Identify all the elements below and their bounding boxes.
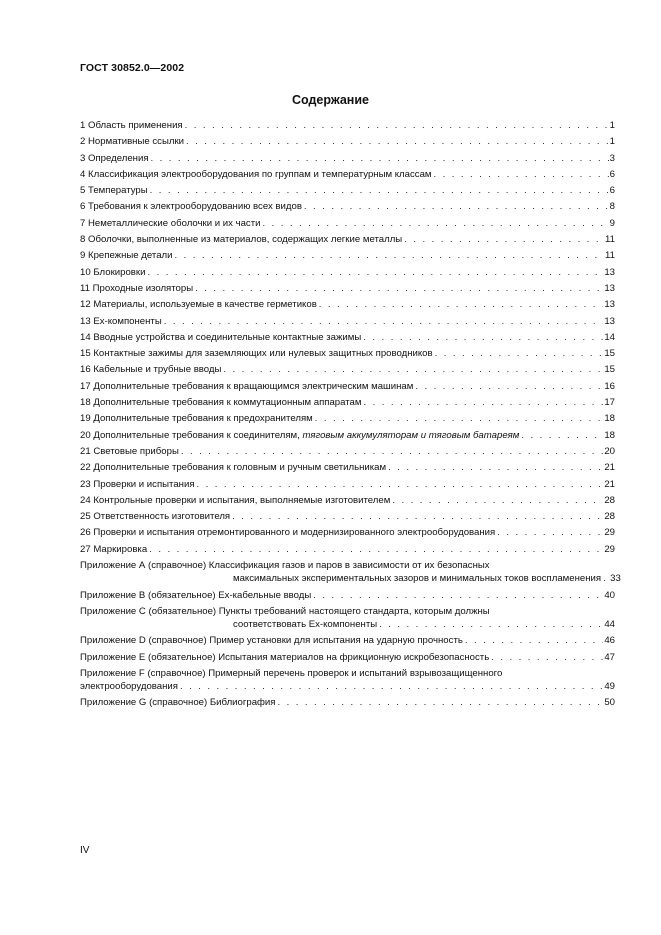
toc-entry-label: 16 Кабельные и трубные вводы — [80, 364, 222, 376]
toc-leader — [195, 478, 604, 491]
toc-entry[interactable] — [80, 494, 615, 510]
toc-leader — [260, 217, 608, 230]
toc-appendix-c-line2: соответствовать Ex-компоненты — [233, 619, 378, 631]
toc-entry-page: 11 — [605, 250, 615, 262]
toc-entry-page: 14 — [604, 331, 615, 343]
toc-entry[interactable] — [80, 168, 615, 184]
toc-entry-page: 21 — [604, 462, 615, 474]
toc-leader — [179, 445, 603, 458]
toc-leader — [276, 696, 604, 709]
toc-entry-page: 21 — [604, 478, 615, 490]
toc-entry-page: 13 — [604, 266, 615, 278]
toc-entry-label: 21 Световые приборы — [80, 445, 179, 457]
toc-appendix-e[interactable] — [80, 651, 615, 667]
toc-entry-page: 6 — [609, 168, 615, 180]
toc-entry-page: 44 — [604, 619, 615, 631]
toc-entry[interactable] — [80, 233, 615, 249]
toc-leader — [145, 266, 603, 279]
toc-entry-label: 3 Определения — [80, 152, 149, 164]
toc-entry[interactable] — [80, 152, 615, 168]
toc-entry-label: 10 Блокировки — [80, 266, 146, 278]
toc-entry-page: 29 — [604, 527, 615, 539]
page-title: Содержание — [291, 93, 369, 107]
toc-leader — [361, 396, 603, 409]
toc-leader — [230, 510, 603, 523]
toc-entry-label: 6 Требования к электрооборудованию всех видов — [80, 201, 302, 213]
toc-entry-label: 25 Ответственность изготовителя — [80, 511, 231, 523]
toc-entry-page: 3 — [609, 152, 615, 164]
toc-leader — [162, 315, 604, 328]
toc-entry-label: Приложение D (справочное) Пример установки для испытания на ударную прочность — [80, 635, 463, 647]
toc-entry[interactable] — [80, 429, 615, 445]
toc-appendix-f-line2: электрооборудования — [80, 681, 178, 693]
toc-entry-page: 18 — [604, 429, 615, 441]
toc-entry-label: 19 Дополнительные требования к предохранителям — [80, 413, 313, 425]
toc-entry-label: 4 Классификация электрооборудования по группам и температурным классам — [80, 168, 432, 180]
toc-leader — [463, 634, 603, 647]
toc-leader — [432, 168, 609, 181]
toc-appendix-g[interactable] — [80, 696, 615, 712]
toc-entry-label: 12 Материалы, используемые в качестве герметиков — [80, 299, 317, 311]
toc-entry[interactable] — [80, 526, 615, 542]
toc-entry-page: 15 — [604, 348, 615, 360]
toc-entry-page: 11 — [605, 234, 615, 246]
toc-leader — [302, 200, 609, 213]
toc-leader — [377, 618, 603, 631]
toc-leader — [221, 363, 603, 376]
toc-entry-page: 9 — [609, 217, 615, 229]
toc-entry-page: 20 — [604, 445, 615, 457]
toc-leader — [402, 233, 604, 246]
toc-appendix-a-line2: максимальных экспериментальных зазоров и минимальных токов воспламенения — [233, 573, 602, 585]
toc-entry[interactable] — [80, 347, 615, 363]
toc-entry[interactable] — [80, 184, 615, 200]
toc-leader — [148, 184, 609, 197]
toc-entry[interactable] — [80, 478, 615, 494]
toc-leader — [183, 119, 609, 132]
toc-leader — [361, 331, 603, 344]
toc-entry-label: 22 Дополнительные требования к головным и ручным светильникам — [80, 462, 387, 474]
toc-leader — [149, 152, 609, 165]
toc-entry[interactable] — [80, 217, 615, 233]
toc-entry[interactable] — [80, 315, 615, 331]
toc-entry-page: 28 — [604, 494, 615, 506]
toc-entry[interactable] — [80, 282, 615, 298]
toc-leader — [413, 380, 603, 393]
toc-leader — [489, 651, 603, 664]
toc-entry[interactable] — [80, 461, 615, 477]
toc-entry-page: 13 — [604, 315, 615, 327]
toc-entry-label: 24 Контрольные проверки и испытания, выполняемые изготовителем — [80, 494, 391, 506]
toc-entry[interactable] — [80, 200, 615, 216]
toc-entry-label: 7 Неметаллические оболочки и их части — [80, 217, 261, 229]
toc-entry-label: Приложение Е (обязательное) Испытания материалов на фрикционную искробезопасность — [80, 651, 490, 663]
toc-entry-page: 13 — [604, 299, 615, 311]
toc-entry-page: 49 — [604, 681, 615, 693]
toc-entry-page: 17 — [604, 397, 615, 409]
toc-entry-page: 18 — [604, 413, 615, 425]
toc-entry[interactable] — [80, 380, 615, 396]
toc-entry[interactable] — [80, 363, 615, 379]
toc-entry-page: 1 — [609, 136, 615, 148]
toc-entry-label: Приложение В (обязательное) Ex-кабельные вводы — [80, 589, 312, 601]
toc-entry-page: 15 — [604, 364, 615, 376]
toc-entry-label: 27 Маркировка — [80, 543, 148, 555]
toc-entry-label: 23 Проверки и испытания — [80, 478, 195, 490]
toc-appendix-f[interactable] — [80, 667, 615, 697]
toc-entry-page: 13 — [604, 282, 615, 294]
toc-entry[interactable] — [80, 119, 615, 135]
toc-entry-label: 11 Проходные изоляторы — [80, 282, 194, 294]
toc-leader — [601, 572, 609, 585]
toc-entry-label: 26 Проверки и испытания отремонтированного и модернизированного электрооборудования — [80, 527, 496, 539]
toc-entry-label: 15 Контактные зажимы для заземляющих или нулевых защитных проводников — [80, 348, 433, 360]
toc-entry-page: 47 — [604, 651, 615, 663]
document-header: ГОСТ 30852.0—2002 — [80, 62, 185, 74]
toc-appendix-b[interactable] — [80, 589, 615, 605]
toc-entry[interactable] — [80, 266, 615, 282]
toc-entry-label — [80, 429, 519, 442]
toc-leader — [386, 461, 603, 474]
toc-entry-page: 28 — [604, 511, 615, 523]
toc-leader — [433, 347, 604, 360]
toc-leader — [313, 412, 604, 425]
toc-entry-label: 17 Дополнительные требования к вращающимся электрическим машинам — [80, 380, 414, 392]
toc-entry-page: 29 — [604, 543, 615, 555]
toc-entry[interactable] — [80, 543, 615, 559]
toc-entry-page: 40 — [604, 589, 615, 601]
toc-leader — [173, 249, 605, 262]
toc-entry-page: 33 — [610, 573, 621, 585]
table-of-contents — [80, 119, 621, 713]
toc-leader — [147, 543, 603, 556]
toc-entry-label: 9 Крепежные детали — [80, 250, 173, 262]
toc-leader — [178, 680, 603, 693]
toc-entry-page: 1 — [609, 120, 615, 131]
toc-appendix-d[interactable] — [80, 634, 615, 650]
toc-leader — [317, 298, 604, 311]
toc-entry[interactable] — [80, 331, 615, 347]
toc-entry-page: 6 — [609, 185, 615, 197]
toc-leader — [184, 135, 609, 148]
toc-entry-page: 16 — [604, 380, 615, 392]
toc-entry[interactable] — [80, 510, 615, 526]
toc-entry[interactable] — [80, 135, 615, 151]
toc-appendix-c[interactable] — [80, 605, 615, 635]
toc-entry-label: 18 Дополнительные требования к коммутационным аппаратам — [80, 397, 362, 409]
toc-leader — [193, 282, 603, 295]
toc-entry[interactable] — [80, 298, 615, 314]
toc-entry-page: 8 — [609, 201, 615, 213]
toc-entry-label: 1 Область применения — [80, 120, 183, 131]
toc-entry-label: Приложение G (справочное) Библиография — [80, 697, 276, 709]
toc-entry-label: 5 Температуры — [80, 185, 148, 197]
toc-entry-page: 46 — [604, 635, 615, 647]
page-number: IV — [80, 845, 90, 856]
toc-entry[interactable] — [80, 396, 615, 412]
toc-entry[interactable] — [80, 445, 615, 461]
toc-entry-label-italic: тяговым аккумуляторам и тяговым батареям — [302, 429, 520, 441]
toc-leader — [519, 429, 603, 442]
toc-entry-page: 50 — [604, 697, 615, 709]
toc-leader — [390, 494, 603, 507]
toc-entry-label-main: 20 Дополнительные требования к соединителям, — [80, 429, 303, 441]
toc-leader — [311, 589, 603, 602]
toc-appendix-f-line1: Приложение F (справочное) Примерный перечень проверок и испытаний взрывозащищенного — [80, 667, 503, 679]
toc-entry[interactable] — [80, 412, 615, 428]
toc-entry-label: 8 Оболочки, выполненные из материалов, содержащих легкие металлы — [80, 234, 403, 246]
toc-leader — [495, 526, 603, 539]
toc-appendix-a-line1: Приложение А (справочное) Классификация газов и паров в зависимости от их безопасных — [80, 560, 490, 572]
toc-appendix-c-line1: Приложение С (обязательное) Пункты требований настоящего стандарта, которым должны — [80, 605, 490, 617]
toc-entry-label: 13 Ex-компоненты — [80, 315, 162, 327]
toc-entry-label: 2 Нормативные ссылки — [80, 136, 185, 148]
toc-entry-label: 14 Вводные устройства и соединительные контактные зажимы — [80, 331, 362, 343]
toc-appendix-a[interactable] — [80, 559, 621, 589]
toc-entry[interactable] — [80, 249, 615, 265]
